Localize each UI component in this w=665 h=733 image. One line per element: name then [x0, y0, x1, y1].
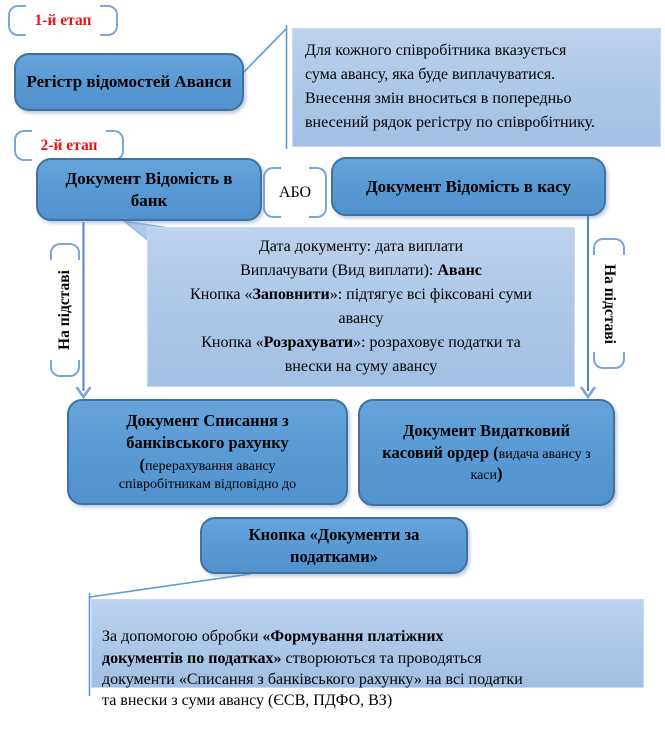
vydatkovyi-order-box — [358, 399, 615, 506]
stage2-text: 2-й етап — [40, 136, 98, 154]
down-arrow-right-head — [581, 387, 595, 397]
middle-note-text: Дата документу: дата виплати Виплачувати (Вид виплати): Аванс Кнопка «Заповнити»: підтягує всі фіксовані суми авансу Кнопка «Розрахувати»: розраховує податки та внески на суму авансу — [190, 238, 532, 375]
stage1-text: 1-й етап — [34, 11, 92, 29]
basis-label-right-text: На підставі — [601, 263, 618, 344]
bottom-note-text: За допомогою обробки «Формування платіжних документів по податках» створюються та проводяться документи «Списання з банківського рахунку» на всі податки та внески з суми авансу (ЄСВ, ПДФО, ВЗ) — [102, 628, 523, 710]
basis-label-left — [50, 243, 80, 377]
callout-diagonal-bottom — [90, 574, 250, 597]
spysannia-rakhunku-box — [67, 399, 348, 505]
tax-documents-button-box: Кнопка «Документи за податками» — [200, 517, 468, 574]
vidomist-bank-box: Документ Відомість в банк — [36, 158, 262, 221]
top-note: Для кожного співробітника вказується сума авансу, яка буде виплачуватися. Внесення змін вноситься в попередньо внесений рядок регістру по співробітнику. — [292, 28, 661, 147]
bottom-note — [91, 599, 644, 710]
callout-diagonal-top — [240, 29, 286, 76]
basis-label-left-text: На підставі — [56, 270, 73, 350]
or-label — [263, 167, 327, 218]
vidomist-kasa-box: Документ Відомість в касу — [331, 157, 606, 216]
spysannia-rakhunku-text: Документ Списання з банківського рахунку (перерахування авансу співробітникам відповідно до — [118, 411, 297, 492]
down-arrow-left-head — [77, 387, 91, 397]
stage2-label — [14, 130, 124, 161]
stage1-label — [8, 5, 118, 36]
basis-label-right — [593, 238, 625, 369]
register-avansy-box: Регістр відомостей Аванси — [14, 53, 244, 111]
or-text: АБО — [278, 183, 312, 201]
vydatkovyi-order-text: Документ Видатковий касовий ордер (видача авансу з каси) — [382, 420, 591, 484]
middle-note — [147, 227, 575, 387]
